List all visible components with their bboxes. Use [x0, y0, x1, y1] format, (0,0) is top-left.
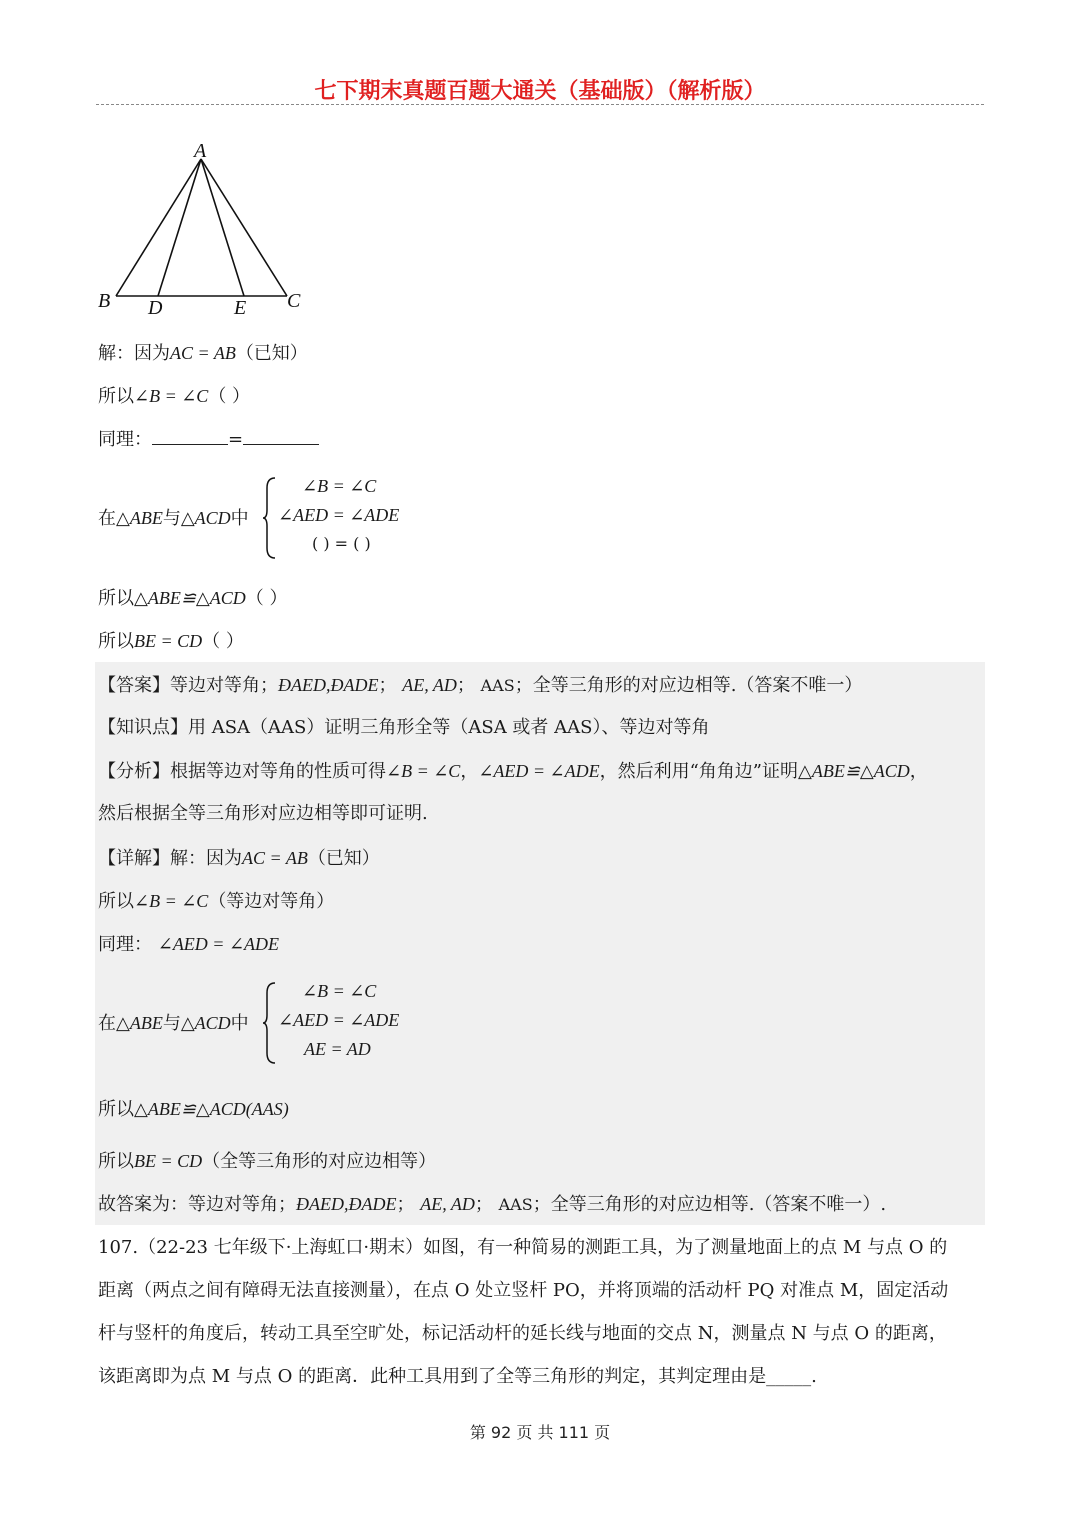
label-e: E [234, 297, 247, 319]
problem-line-2: 所以∠B = ∠C（ ） [98, 386, 251, 407]
detail-line-2: 所以∠B = ∠C（等边对等角） [98, 891, 335, 912]
problem-line-6: 所以BE = CD（ ） [98, 631, 244, 652]
fill-blank-1[interactable] [152, 426, 228, 445]
problem-line-3: 同理： = [98, 426, 319, 453]
detail-line-5: 所以△ABE≌△ACD(AAS) [98, 1099, 289, 1120]
page-footer: 第 92 页 共 111 页 [469, 1423, 611, 1442]
analysis-line-2: 然后根据全等三角形对应边相等即可证明. [98, 803, 428, 824]
label-c: C [287, 290, 301, 312]
system-equations-2: ∠B = ∠C ∠AED = ∠ADE AE = AD [278, 981, 400, 1059]
final-answer-line: 故答案为：等边对等角；ÐAED,ÐADE； AE, AD； AAS；全等三角形的对应边相等.（答案不唯一）. [98, 1194, 887, 1215]
segment-ae [201, 159, 244, 296]
triangle-figure [90, 135, 320, 325]
analysis-line-1: 【分析】根据等边对等角的性质可得∠B = ∠C，∠AED = ∠ADE，然后利用“角角边”证明△ABE≌△ACD， [98, 761, 928, 782]
detail-line-3: 同理： ∠AED = ∠ADE [98, 934, 280, 955]
answer-line: 【答案】等边对等角；ÐAED,ÐADE； AE, AD； AAS；全等三角形的对应边相等.（答案不唯一） [98, 675, 863, 696]
problem-107-line-3: 杆与竖杆的角度后，转动工具至空旷处，标记活动杆的延长线与地面的交点 N，测量点 N 与点 O 的距离， [98, 1323, 947, 1344]
detail-line-4: 在△ABE与△ACD中 [98, 1013, 249, 1034]
detail-line-6: 所以BE = CD（全等三角形的对应边相等） [98, 1151, 437, 1172]
segment-ac [201, 159, 287, 296]
knowledge-line: 【知识点】用 ASA（AAS）证明三角形全等（ASA 或者 AAS）、等边对等角 [98, 717, 710, 738]
problem-107-line-1: 107.（22-23 七年级下·上海虹口·期末）如图，有一种简易的测距工具，为了测量地面上的点 M 与点 O 的 [98, 1237, 948, 1258]
problem-line-1: 解：因为AC = AB（已知） [98, 343, 308, 364]
problem-107-line-2: 距离（两点之间有障碍无法直接测量），在点 O 处立竖杆 PO，并将顶端的活动杆 PQ 对准点 M，固定活动 [98, 1280, 949, 1301]
problem-107-line-4: 该距离即为点 M 与点 O 的距离．此种工具用到了全等三角形的判定，其判定理由是_____. [98, 1366, 817, 1387]
label-d: D [148, 297, 163, 319]
fill-blank-2[interactable] [243, 426, 319, 445]
page-header-title: 七下期末真题百题大通关（基础版）（解析版） [314, 79, 766, 104]
label-a: A [194, 140, 207, 162]
header-divider [96, 104, 984, 105]
system-brace-2 [262, 981, 278, 1065]
system-equations-1: ∠B = ∠C ∠AED = ∠ADE ( ) = ( ) [278, 476, 400, 553]
segment-ab [116, 159, 201, 296]
problem-line-5: 所以△ABE≌△ACD（ ） [98, 588, 288, 609]
problem-line-4: 在△ABE与△ACD中 [98, 508, 249, 529]
detail-line-1: 【详解】解：因为AC = AB（已知） [98, 848, 380, 869]
label-b: B [98, 290, 111, 312]
segment-ad [158, 159, 201, 296]
system-brace-1 [262, 476, 278, 560]
